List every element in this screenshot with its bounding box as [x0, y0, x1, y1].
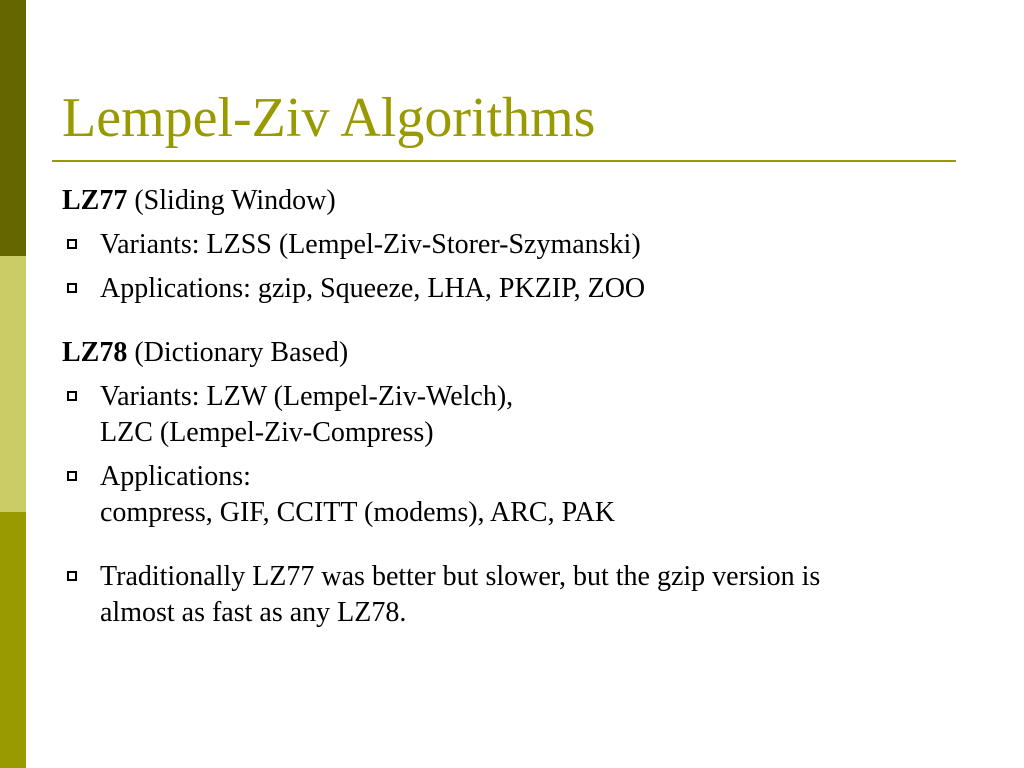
section-description: (Dictionary Based) — [134, 337, 349, 368]
slide-body — [62, 183, 962, 631]
bullet-text-line: Traditionally LZ77 was better but slower, but the gzip version is — [100, 561, 821, 592]
bullet-text-line: compress, GIF, CCITT (modems), ARC, PAK — [100, 497, 616, 528]
section-description: (Sliding Window) — [134, 185, 336, 216]
sidebar-stripe — [0, 0, 26, 768]
square-bullet-icon — [67, 471, 77, 481]
section-heading-lz78 — [62, 335, 962, 371]
square-bullet-icon — [67, 571, 77, 581]
list-item — [62, 559, 962, 631]
sidebar-segment-mid — [0, 512, 26, 768]
square-bullet-icon — [67, 239, 77, 249]
list-item — [62, 271, 962, 307]
list-item — [62, 379, 962, 451]
list-item — [62, 459, 962, 531]
square-bullet-icon — [67, 283, 77, 293]
square-bullet-icon — [67, 391, 77, 401]
bullet-text-line: Variants: LZW (Lempel-Ziv-Welch), — [100, 381, 514, 412]
section-name: LZ77 — [62, 185, 128, 216]
title-divider — [52, 160, 956, 162]
bullet-text: Applications: gzip, Squeeze, LHA, PKZIP, ZOO — [100, 273, 646, 304]
section-name: LZ78 — [62, 337, 128, 368]
bullet-text: Variants: LZSS (Lempel-Ziv-Storer-Szymanski) — [100, 229, 641, 260]
bullet-text-line: Applications: — [100, 461, 251, 492]
slide-title: Lempel-Ziv Algorithms — [62, 87, 596, 149]
bullet-text-line: almost as fast as any LZ78. — [100, 597, 407, 628]
sidebar-segment-dark — [0, 0, 26, 256]
list-item — [62, 227, 962, 263]
bullet-text-line: LZC (Lempel-Ziv-Compress) — [100, 417, 434, 448]
sidebar-segment-light — [0, 256, 26, 512]
section-heading-lz77 — [62, 183, 962, 219]
